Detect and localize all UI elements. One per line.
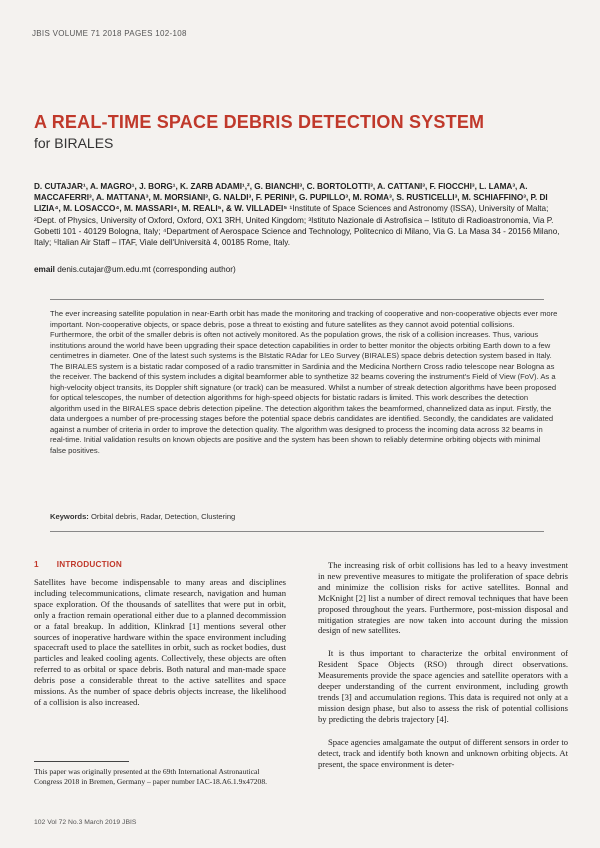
abstract-bottom-rule bbox=[50, 531, 544, 532]
section-heading bbox=[34, 560, 122, 569]
abstract-text: The ever increasing satellite population in near-Earth orbit has made the monitoring and tracking of cooperative and non-cooperative objects ever more important. Non-cooperative objects, or space debris, pose a threat to existing and future satellites as they cannot avoid potential collisions. Furthermore, the orbit of the smaller debris is often not actively monitored. As the population grows, the risk of a collision increases. Thus, various institutions around the world have been upgrading their space detection capabilities in order to better monitor the objects orbiting Earth down to a few centimetres in diameter. One of the latest such systems is the BIstatic RAdar for LEo Survey (BIRALES) space debris detection system based in Italy. The BIRALES system is a bistatic radar composed of a radio transmitter in Sardinia and the Medicina Northern Cross radio telescope near Bologna as the receiver. The backend of this system includes a digital beamformer able to synthetize 32 beams covering the instrument's Field of View (FoV). As a high-velocity object transits, its Doppler shift signature (or track) can be measured. Whilst a number of streak detection algorithms have been proposed for optical telescopes, the number of detection algorithms for high-speed objects for bistatic radars is limited. This work describes the detection algorithm used in the BIRALES space debris detection pipeline. The detection algorithm takes the beamformed, channelized data as input. Firstly, the data undergoes a number of pre-processing stages before the potential space debris candidates are identified. Secondly, the candidates are validated against a number of criteria in order to improve the detection quality. The algorithm was designed to process the incoming data across 32 beams in real-time. Initial validation results on known objects are positive and the system has been shown to reliably determine orbiting objects with minimal false positives. bbox=[50, 309, 558, 455]
journal-header: JBIS VOLUME 71 2018 PAGES 102-108 bbox=[32, 29, 187, 38]
right-paragraph: The increasing risk of orbit collisions has led to a heavy investment in new preventive measures to mitigate the proliferation of space debris and minimize the collision risks for active satellites. Bonnal and McKnight [2] list a number of direct removal techniques that have been proposed throughout the years. Furthermore, post-mission disposal and mitigation strategies are now taken into account during the mission design of new satellites. bbox=[318, 560, 568, 636]
email-label: email bbox=[34, 265, 55, 274]
email-line bbox=[34, 265, 236, 274]
paper-subtitle: for BIRALES bbox=[34, 135, 114, 151]
email-value[interactable]: denis.cutajar@um.edu.mt (corresponding author) bbox=[54, 265, 236, 274]
keywords-label: Keywords: bbox=[50, 512, 89, 521]
section-title: INTRODUCTION bbox=[56, 560, 122, 569]
left-paragraph: Satellites have become indispensable to many areas and disciplines including telecommunications, climate research, navigation and human space exploration. Of the thousands of satellites that were put in orbit, only a fraction remain operational either due to a planned decommission or a fatal breakup. In addition, Klinkrad [1] mentions several other sources of inoperative hardware within the space environment including spacecraft used to place the satellites in orbit, such as rocket bodies, dust particles and leaked cooling agents. Collectively, these objects are often referred to as orbital or space debris. Both natural and man-made space debris pose a considerable threat to the active satellites and space missions. As the number of space debris objects increase, the likelihood of a collision is also increased. bbox=[34, 577, 286, 707]
keywords-value: Orbital debris, Radar, Detection, Clustering bbox=[88, 512, 236, 521]
abstract-top-rule bbox=[50, 299, 544, 300]
footnote-rule bbox=[34, 761, 129, 762]
right-column bbox=[318, 560, 568, 781]
paper-title: A REAL-TIME SPACE DEBRIS DETECTION SYSTEM bbox=[34, 112, 485, 132]
authors-affiliations: ¹Institute of Space Sciences and Astronomy (ISSA), University of Malta; ²Dept. of Physics, University of Oxford, Oxford, OX1 3RH, United Kingdom; ³Istituto Nazionale di Astrofisica – Istituto di Radioastronomia, Via P. Gobetti 101 - 40129 Bologna, Italy; ⁴Department of Aerospace Science and Technology, Politecnico di Milano, Via G. La Masa 34 - 20156 Milano, Italy; ⁵Italian Air Staff – ITAF, Viale dell'Università 4, 00185 Rome, Italy. bbox=[34, 204, 560, 248]
page-footer: 102 Vol 72 No.3 March 2019 JBIS bbox=[34, 819, 137, 826]
right-paragraph: Space agencies amalgamate the output of different sensors in order to detect, track and identify both known and unknown orbiting objects. At present, the space environment is deter- bbox=[318, 736, 568, 769]
section-number: 1 bbox=[34, 560, 39, 569]
footnote: This paper was originally presented at the 69th International Astronautical Congress 2018 in Bremen, Germany – paper number IAC-18.A6.1.9x47208. bbox=[34, 767, 268, 786]
authors-names: D. CUTAJAR¹, A. MAGRO¹, J. BORG¹, K. ZARB ADAMI¹,², G. BIANCHI³, C. BORTOLOTTI³, A. CATTANI³, F. FIOCCHI³, L. LAMA³, A. MACCAFERRI³, A. MATTANA³, M. MORSIANI³, G. NALDI³, F. PERINI³, G. PUPILLO³, M. ROMA³, S. RUSTICELLI³, M. SCHIAFFINO³, P. DI LIZIA⁴, M. LOSACCO⁴, M. MASSARI⁴, M. REALI⁵, & W. VILLADEI⁵ bbox=[34, 182, 548, 214]
left-column bbox=[34, 577, 286, 718]
authors-block bbox=[34, 181, 568, 248]
keywords-line bbox=[50, 512, 235, 521]
right-paragraph: It is thus important to characterize the orbital environment of Resident Space Objects (RSO) through direct observations. Measurements provide the space agencies and satellite operators with a deeper understanding of the current environment, including growth trends [3] and accumulation regions. This data is required not only at a mission design phase, but also to assess the risk of potential collisions by predicting the debris trajectory [4]. bbox=[318, 648, 568, 724]
